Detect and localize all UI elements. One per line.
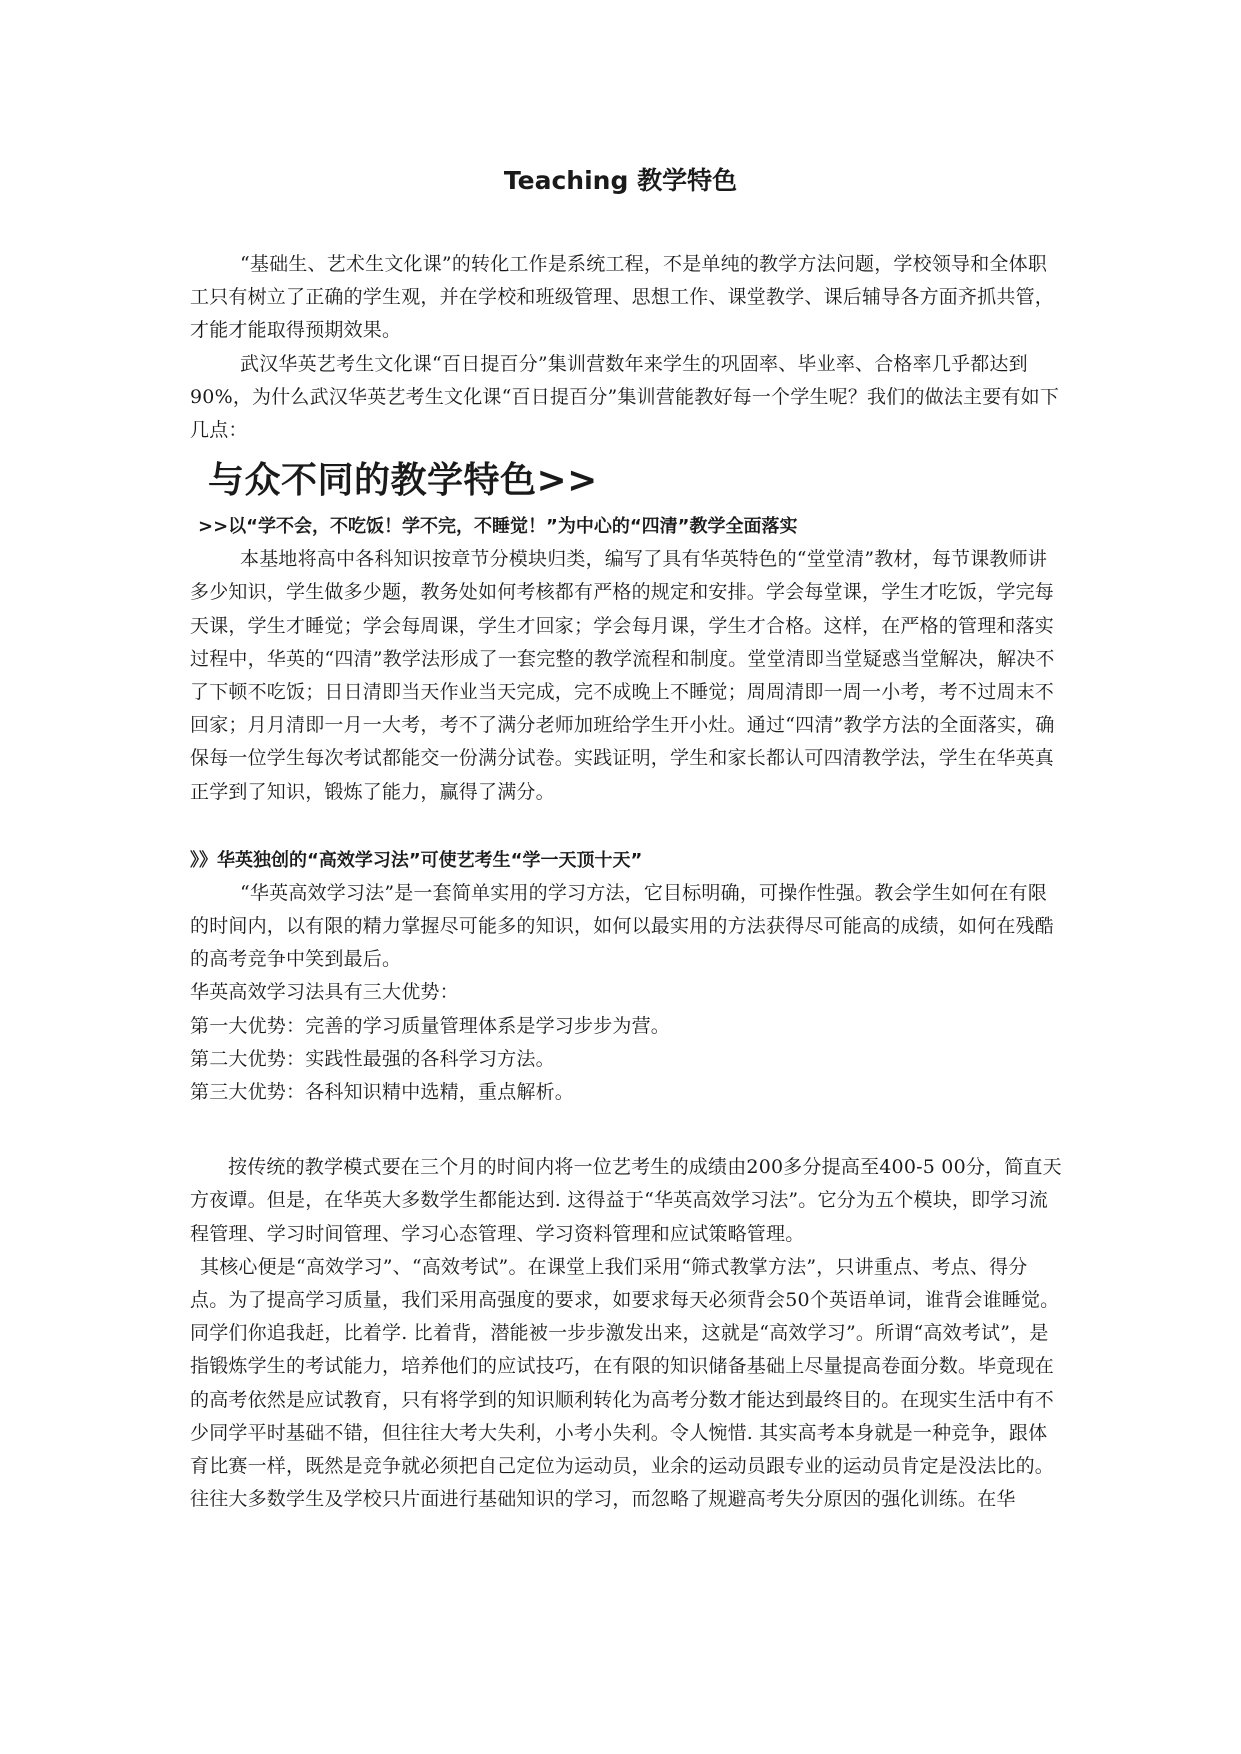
advantage-item-2: 第二大优势：实践性最强的各科学习方法。 xyxy=(190,1047,555,1070)
section1-heading: >>以“学不会，不吃饭！学不完，不睡觉！”为中心的“四清”教学全面落实 xyxy=(198,516,798,538)
spacer xyxy=(190,809,1065,843)
advantages-intro: 华英高效学习法具有三大优势： xyxy=(190,981,459,1004)
section-heading: 与众不同的教学特色>> xyxy=(208,460,598,502)
section3-paragraph-2: 其核心便是“高效学习”、“高效考试”。在课堂上我们采用“筛式教掌方法”，只讲重点、考点、得分点。为了提高学习质量，我们采用高强度的要求，如要求每天必须背会50个英语单词，谁背会谁睡觉。同学们你追我赶，比着学. 比着背，潜能被一步步激发出来，这就是“高效学习”。所谓“高效考试”，是指锻炼学生的考试能力，培养他们的应试技巧，在有限的知识储备基础上尽量提高卷面分数。毕竟现在的高考依然是应试教育，只有将学到的知识顺利转化为高考分数才能达到最终目的。在现实生活中有不少同学平时基础不错，但往往大考大失利，小考小失利。令人惋惜. 其实高考本身就是一种竞争，跟体育比赛一样，既然是竞争就必须把自己定位为运动员，业余的运动员跟专业的运动员肯定是没法比的。往往大多数学生及学校只片面进行基础知识的学习，而忽略了规避高考失分原因的强化训练。在华 xyxy=(190,1255,1060,1511)
section2-paragraph: “华英高效学习法”是一套简单实用的学习方法，它目标明确，可操作性强。教会学生如何在有限的时间内，以有限的精力掌握尽可能多的知识，如何以最实用的方法获得尽可能高的成绩，如何在残酷的高考竞争中笑到最后。 xyxy=(190,881,1055,971)
page-title: Teaching 教学特色 xyxy=(503,166,738,195)
advantage-item-3: 第三大优势：各科知识精中选精，重点解析。 xyxy=(190,1081,575,1104)
spacer xyxy=(190,1109,1065,1151)
intro-paragraph-1: “基础生、艺术生文化课”的转化工作是系统工程，不是单纯的教学方法问题，学校领导和全体职工只有树立了正确的学生观，并在学校和班级管理、思想工作、课堂教学、课后辅导各方面齐抓共管，才能才能取得预期效果。 xyxy=(190,253,1055,342)
document-body xyxy=(190,248,1065,1517)
advantage-item-1: 第一大优势：完善的学习质量管理体系是学习步步为营。 xyxy=(190,1014,671,1037)
intro-paragraph-2: 武汉华英艺考生文化课“百日提百分”集训营数年来学生的巩固率、毕业率、合格率几乎都达到90%，为什么武汉华英艺考生文化课“百日提百分”集训营能教好每一个学生呢？我们的做法主要有如下几点： xyxy=(190,352,1060,442)
section2-heading: 》》华英独创的“高效学习法”可使艺考生“学一天顶十天” xyxy=(190,849,643,871)
section3-paragraph-1: 按传统的教学模式要在三个月的时间内将一位艺考生的成绩由200多分提高至400-5 00分，简直天方夜谭。但是，在华英大多数学生都能达到. 这得益于“华英高效学习法”。它分为五个模块，即学习流程管理、学习时间管理、学习心态管理、学习资料管理和应试策略管理。 xyxy=(190,1156,1062,1245)
section1-paragraph: 本基地将高中各科知识按章节分模块归类，编写了具有华英特色的“堂堂清”教材，每节课教师讲多少知识，学生做多少题，教务处如何考核都有严格的规定和安排。学会每堂课，学生才吃饭，学完每天课，学生才睡觉；学会每周课，学生才回家；学会每月课，学生才合格。这样，在严格的管理和落实过程中，华英的“四清”教学法形成了一套完整的教学流程和制度。堂堂清即当堂疑惑当堂解决，解决不了下顿不吃饭；日日清即当天作业当天完成，完不成晚上不睡觉；周周清即一周一小考，考不过周末不回家；月月清即一月一大考，考不了满分老师加班给学生开小灶。通过“四清”教学方法的全面落实，确保每一位学生每次考试都能交一份满分试卷。实践证明，学生和家长都认可四清教学法，学生在华英真正学到了知识，锻炼了能力，赢得了满分。 xyxy=(190,548,1055,803)
